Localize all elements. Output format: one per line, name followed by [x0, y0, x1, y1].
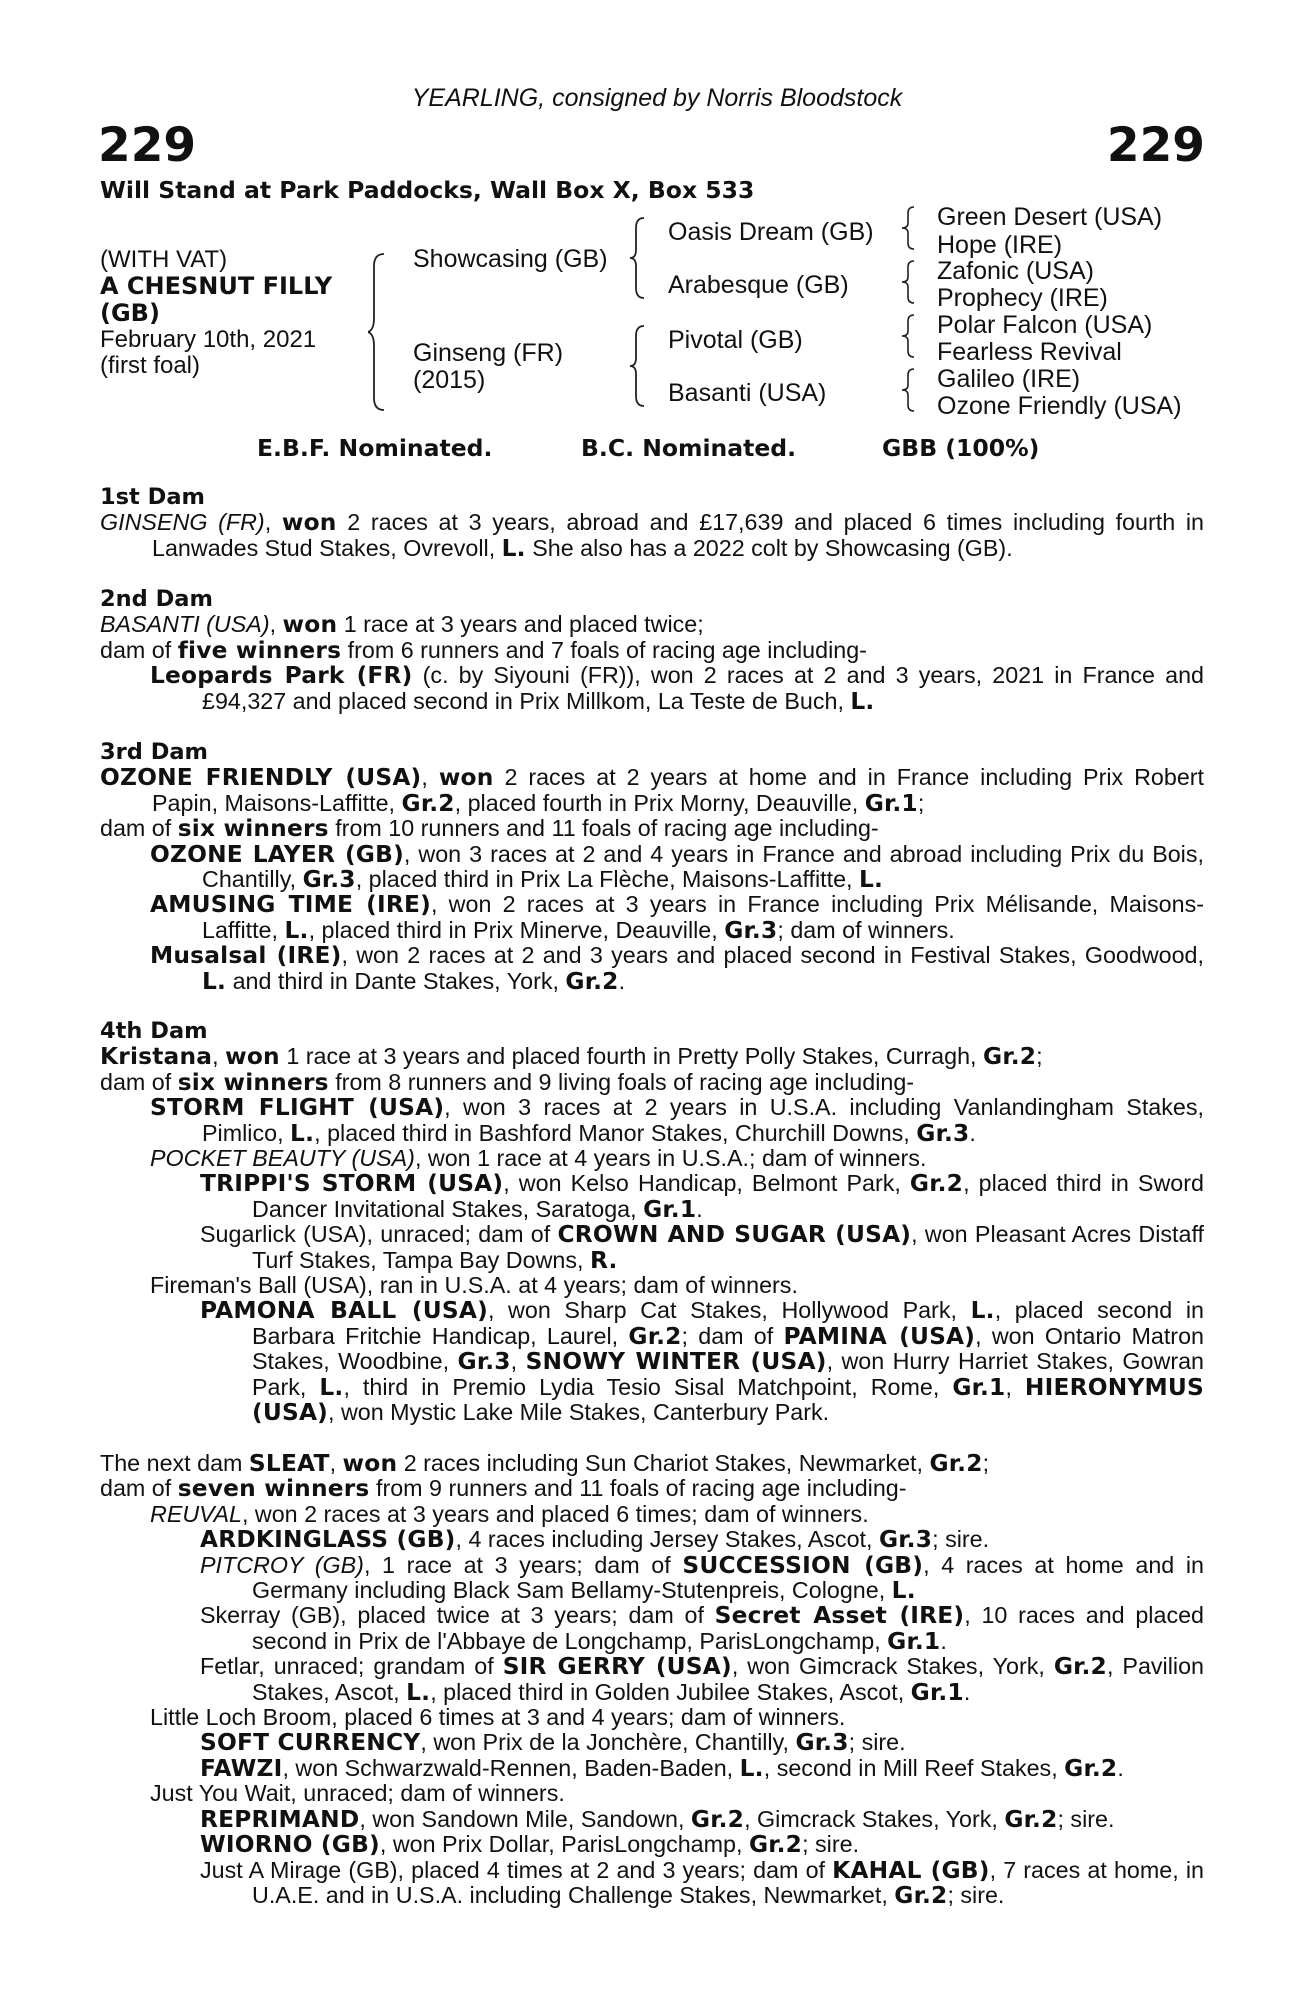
bold-text-run: ARDKINGLASS (GB) — [200, 1526, 456, 1554]
bold-text-run: six winners — [177, 1068, 329, 1096]
text-run: , third in Premio Lydia Tesio Sisal Matchpoint, Rome, — [343, 1373, 953, 1400]
bold-text-run: OZONE FRIENDLY (USA) — [100, 764, 422, 792]
bold-text-run: Secret Asset (IRE) — [714, 1602, 965, 1630]
family-entry-line — [100, 1858, 1204, 1909]
bold-text-run: Gr.2 — [1004, 1805, 1058, 1833]
bold-text-run: SNOWY WINTER (USA) — [525, 1348, 827, 1376]
text-run: , placed third in Golden Jubilee Stakes, Ascot, — [430, 1678, 911, 1705]
text-run: The next dam — [100, 1450, 249, 1476]
text-run: , won Hurry Harriet Stakes, Gowran Park, — [252, 1348, 1204, 1400]
text-run: , 1 race at 3 years; dam of — [363, 1551, 683, 1578]
text-run: dam of — [100, 815, 178, 842]
bold-text-run: Gr.2 — [929, 1450, 983, 1477]
bold-text-run: TRIPPI'S STORM (USA) — [200, 1170, 504, 1198]
dam-brace — [630, 324, 648, 408]
text-run: , won Pleasant Acres Distaff Turf Stakes, Tampa Bay Downs, — [252, 1221, 1204, 1273]
pedigree-gen3-7: Galileo (IRE) — [937, 365, 1081, 393]
text-run: dam of — [100, 1475, 178, 1502]
text-run: , — [510, 1348, 526, 1375]
pedigree-gen3-6: Fearless Revival — [937, 338, 1122, 366]
text-run: ; sire. — [848, 1729, 906, 1756]
text-run: ; — [917, 789, 925, 816]
family-entry-line — [100, 638, 1204, 663]
bold-text-run: SLEAT — [248, 1450, 330, 1477]
bold-text-run: SUCCESSION (GB) — [682, 1551, 924, 1579]
sire-brace — [630, 216, 648, 300]
pedigree-gen3-5: Polar Falcon (USA) — [937, 311, 1153, 339]
lot-number-left: 229 — [98, 118, 197, 173]
bold-text-run: six winners — [177, 815, 329, 843]
next-dam-lines — [100, 1451, 1204, 1908]
third-dam-lines — [100, 765, 1204, 994]
text-run: and third in Dante Stakes, York, — [226, 967, 566, 994]
bold-text-run: WIORNO (GB) — [200, 1831, 380, 1859]
gbb-status: GBB (100%) — [882, 434, 1040, 462]
family-entry-line — [100, 765, 1204, 816]
gen3-brace-3 — [902, 313, 918, 359]
bold-text-run: STORM FLIGHT (USA) — [150, 1094, 445, 1122]
family-entry-line — [100, 1273, 1204, 1298]
text-run: , won 3 races at 2 years in U.S.A. including Vanlandingham Stakes, Pimlico, — [202, 1094, 1204, 1146]
text-run: , 4 races including Jersey Stakes, Ascot, — [455, 1526, 879, 1553]
text-run: , won 2 races at 3 years and placed 6 times; dam of winners. — [241, 1500, 869, 1527]
family-entry-line — [100, 1044, 1204, 1069]
text-run: , placed third in Bashford Manor Stakes, Churchill Downs, — [314, 1119, 917, 1146]
family-entry-line — [100, 1171, 1204, 1222]
text-run: Sugarlick (USA), unraced; dam of — [200, 1221, 558, 1248]
bold-text-run: PAMINA (USA) — [783, 1322, 976, 1350]
text-run: 2 races including Sun Chariot Stakes, Newmarket, — [397, 1450, 930, 1476]
fourth-dam-heading: 4th Dam — [100, 1018, 208, 1044]
family-entry-line — [100, 892, 1204, 943]
bold-text-run: FAWZI — [200, 1754, 283, 1782]
family-entry-line — [100, 943, 1204, 994]
second-dam-section — [100, 587, 1204, 714]
bold-text-run: Gr.1 — [910, 1678, 964, 1706]
text-run: from 6 runners and 7 foals of racing age including- — [341, 636, 867, 663]
family-entry-line — [100, 612, 1204, 637]
bold-text-run: SOFT CURRENCY — [200, 1729, 421, 1757]
bold-text-run: Gr.3 — [457, 1348, 511, 1376]
bold-text-run: Gr.1 — [887, 1627, 941, 1655]
bold-text-run: Gr.1 — [643, 1195, 697, 1223]
sire-name: Showcasing (GB) — [413, 245, 608, 273]
text-run: , won Prix de la Jonchère, Chantilly, — [420, 1729, 796, 1756]
text-run: , placed second in Barbara Fritchie Handicap, Laurel, — [252, 1297, 1204, 1349]
text-run: ; sire. — [1057, 1805, 1115, 1832]
text-run: . — [618, 967, 626, 994]
text-run: ; sire. — [802, 1831, 860, 1858]
family-entry-line — [100, 1781, 1204, 1806]
text-run: . — [969, 1119, 976, 1146]
text-run: , won 3 races at 2 and 4 years in France and abroad including Prix du Bois, Chantilly, — [202, 840, 1204, 893]
bold-text-run: Gr.2 — [1053, 1653, 1107, 1681]
bold-text-run: Gr.2 — [401, 789, 455, 817]
bold-text-run: L. — [284, 916, 309, 944]
text-run: , — [329, 1450, 343, 1476]
text-run: , 4 races at home and in Germany including Black Sam Bellamy-Stutenpreis, Cologne, — [252, 1551, 1205, 1604]
bold-text-run: HIERONYMUS (USA) — [252, 1373, 1204, 1427]
bold-text-run: Musalsal (IRE) — [150, 942, 342, 970]
text-run: , placed third in Prix Minerve, Deauville, — [308, 916, 725, 943]
text-run: , placed third in Prix La Flèche, Maisons-Laffitte, — [355, 866, 860, 893]
text-run: Fireman's Ball (USA), ran in U.S.A. at 4 years; dam of winners. — [150, 1272, 798, 1299]
pedigree-gen3-2: Hope (IRE) — [937, 231, 1063, 259]
text-run: , — [212, 1043, 226, 1070]
bold-text-run: AMUSING TIME (IRE) — [150, 891, 431, 919]
lot-number-right: 229 — [1106, 118, 1205, 173]
bold-text-run: Kristana — [100, 1043, 213, 1071]
bold-text-run: L. — [319, 1373, 344, 1401]
text-run: ; dam of winners. — [777, 916, 955, 943]
bold-text-run: Gr.1 — [864, 789, 918, 817]
bold-text-run: SIR GERRY (USA) — [502, 1653, 732, 1681]
bold-text-run: won — [342, 1450, 398, 1477]
text-run: , placed third in Sword Dancer Invitational Stakes, Saratoga, — [252, 1170, 1204, 1222]
bold-text-run: KAHAL (GB) — [832, 1856, 990, 1884]
horse-country: (GB) — [100, 299, 160, 327]
text-run: , won Schwarzwald-Rennen, Baden-Baden, — [282, 1754, 740, 1781]
text-run: Little Loch Broom, placed 6 times at 3 and 4 years; dam of winners. — [150, 1704, 846, 1731]
text-run: 2 races at 2 years at home and in France including Prix Robert Papin, Maisons-Laffitte, — [152, 764, 1205, 816]
bold-text-run: Gr.3 — [724, 916, 778, 944]
bold-text-run: REPRIMAND — [200, 1805, 360, 1833]
third-dam-heading: 3rd Dam — [100, 739, 208, 765]
text-run: from 8 runners and 9 living foals of racing age including- — [328, 1068, 915, 1095]
stand-location: Will Stand at Park Paddocks, Wall Box X, Box 533 — [100, 176, 755, 204]
family-entry-line — [100, 1146, 1204, 1171]
text-run: ; dam of — [681, 1322, 784, 1349]
bold-text-run: Gr.3 — [916, 1119, 970, 1147]
bold-text-run: Gr.2 — [748, 1831, 803, 1859]
bold-text-run: Gr.2 — [690, 1805, 745, 1833]
text-run: ; — [982, 1450, 990, 1476]
text-run: , won 2 races at 2 and 3 years and placed second in Festival Stakes, Goodwood, — [341, 942, 1204, 969]
text-run: . — [1117, 1754, 1124, 1781]
bold-text-run: won — [225, 1043, 280, 1071]
text-run: dam of — [100, 636, 178, 663]
text-run: Fetlar, unraced; grandam of — [200, 1653, 503, 1680]
gen3-brace-1 — [902, 205, 918, 251]
bold-text-run: Gr.2 — [983, 1043, 1037, 1071]
vat-note: (WITH VAT) — [100, 246, 228, 273]
text-run: , Pavilion Stakes, Ascot, — [252, 1653, 1205, 1705]
horse-name: A CHESNUT FILLY — [100, 272, 333, 300]
text-run: 1 race at 3 years and placed fourth in Pretty Polly Stakes, Curragh, — [279, 1043, 983, 1070]
text-run: , won Sandown Mile, Sandown, — [359, 1805, 691, 1832]
pedigree-gen3-8: Ozone Friendly (USA) — [937, 392, 1182, 420]
family-entry-line — [100, 1502, 1204, 1527]
bold-text-run: L. — [202, 967, 227, 995]
text-run: , 7 races at home, in U.A.E. and in U.S.A. including Challenge Stakes, Newmarket, — [252, 1856, 1204, 1908]
family-entry-line — [100, 816, 1204, 841]
bold-text-run: Gr.2 — [628, 1322, 682, 1350]
text-run: , won Kelso Handicap, Belmont Park, — [503, 1170, 910, 1197]
bold-text-run: L. — [290, 1119, 315, 1147]
text-run: 2 races at 3 years, abroad and £17,639 and placed 6 times including fourth in Lanwades Stud Stakes, Ovrevoll, — [152, 509, 1204, 561]
bc-nomination: B.C. Nominated. — [581, 434, 797, 462]
bold-text-run: Leopards Park (FR) — [150, 662, 413, 690]
family-entry-line — [100, 1222, 1204, 1273]
family-entry-line — [100, 1553, 1204, 1604]
bold-text-run: Gr.2 — [565, 967, 619, 995]
ebf-nomination: E.B.F. Nominated. — [257, 434, 493, 462]
text-run: , won Gimcrack Stakes, York, — [731, 1653, 1054, 1680]
bold-text-run: L. — [406, 1678, 431, 1706]
pedigree-gen3-4: Prophecy (IRE) — [937, 284, 1108, 312]
family-entry-line — [100, 1832, 1204, 1857]
date-of-birth: February 10th, 2021 — [100, 326, 317, 353]
text-run: (c. by Siyouni (FR)), won 2 races at 2 and 3 years, 2021 in France and £94,327 and placed second in Prix Millkom, La Teste de Buch, — [202, 662, 1204, 714]
text-run: dam of — [100, 1068, 178, 1095]
pedigree-gen3-3: Zafonic (USA) — [937, 257, 1094, 285]
catalogue-subtitle: YEARLING, consigned by Norris Bloodstock — [411, 84, 903, 112]
pedigree-gen2-4: Basanti (USA) — [668, 379, 827, 407]
text-run: , won 2 races at 3 years in France including Prix Mélisande, Maisons-Laffitte, — [202, 891, 1204, 943]
bold-text-run: Gr.1 — [952, 1373, 1006, 1401]
text-run: from 9 runners and 11 foals of racing age including- — [369, 1475, 907, 1502]
bold-text-run: Gr.2 — [909, 1170, 964, 1198]
family-entry-line — [100, 842, 1204, 893]
text-run: , won Mystic Lake Mile Stakes, Canterbury Park. — [328, 1399, 830, 1426]
third-dam-section — [100, 740, 1204, 994]
fourth-dam-section — [100, 1019, 1204, 1426]
gen3-brace-2 — [902, 259, 918, 305]
sire-dam-brace — [368, 252, 388, 412]
family-entry-line — [100, 663, 1204, 714]
bold-text-run: seven winners — [177, 1475, 370, 1503]
bold-text-run: L. — [891, 1577, 916, 1605]
text-run: , Gimcrack Stakes, York, — [744, 1805, 1005, 1832]
family-entry-line — [100, 1603, 1204, 1654]
text-run: , won Ontario Matron Stakes, Woodbine, — [252, 1322, 1204, 1375]
text-run: from 10 runners and 11 foals of racing age including- — [328, 815, 879, 842]
family-entry-line — [100, 1654, 1204, 1705]
family-entry-line — [100, 1527, 1204, 1552]
text-run: She also has a 2022 colt by Showcasing (GB). — [525, 534, 1013, 561]
bold-text-run: L. — [739, 1754, 764, 1782]
next-dam-section — [100, 1451, 1204, 1908]
bold-text-run: five winners — [177, 636, 342, 664]
fourth-dam-lines — [100, 1044, 1204, 1425]
text-run: , 10 races and placed second in Prix de l'Abbaye de Longchamp, ParisLongchamp, — [252, 1602, 1205, 1654]
pedigree-gen3-1: Green Desert (USA) — [937, 203, 1163, 231]
bold-text-run: Gr.2 — [1064, 1754, 1118, 1782]
text-run: Just You Wait, unraced; dam of winners. — [150, 1780, 565, 1807]
italic-text-run: POCKET BEAUTY (USA) — [150, 1145, 415, 1172]
bold-text-run: L. — [501, 534, 526, 562]
bold-text-run: OZONE LAYER (GB) — [150, 840, 404, 868]
text-run: , won 1 race at 4 years in U.S.A.; dam of winners. — [414, 1145, 927, 1172]
italic-text-run: REUVAL — [150, 1500, 242, 1527]
second-dam-lines — [100, 612, 1204, 714]
bold-text-run: Gr.3 — [878, 1526, 933, 1554]
text-run: , — [421, 764, 439, 791]
bold-text-run: Gr.3 — [795, 1729, 849, 1757]
text-run: , won Sharp Cat Stakes, Hollywood Park, — [487, 1297, 971, 1324]
text-run: , — [1005, 1373, 1025, 1400]
text-run: ; — [1036, 1043, 1043, 1070]
dam-name: Ginseng (FR) — [413, 339, 564, 367]
text-run: , — [269, 611, 283, 638]
bold-text-run: PAMONA BALL (USA) — [200, 1297, 488, 1325]
family-entry-line — [100, 1730, 1204, 1755]
first-dam-heading: 1st Dam — [100, 484, 205, 510]
family-entry-line — [100, 1451, 1204, 1476]
bold-text-run: Gr.2 — [894, 1881, 948, 1909]
text-run: . — [940, 1627, 947, 1654]
family-entry-line — [100, 1298, 1204, 1425]
text-run: , second in Mill Reef Stakes, — [763, 1754, 1065, 1781]
text-run: , — [264, 509, 282, 536]
bold-text-run: L. — [970, 1297, 995, 1325]
foal-note: (first foal) — [100, 352, 201, 379]
text-run: 1 race at 3 years and placed twice; — [337, 611, 704, 638]
dam-year: (2015) — [413, 366, 486, 394]
bold-text-run: L. — [859, 866, 884, 894]
italic-text-run: GINSENG (FR) — [100, 509, 265, 536]
family-entry-line — [100, 1756, 1204, 1781]
pedigree-gen2-1: Oasis Dream (GB) — [668, 218, 874, 246]
first-dam-text — [100, 510, 1204, 561]
text-run: . — [696, 1195, 703, 1222]
second-dam-heading: 2nd Dam — [100, 586, 213, 612]
bold-text-run: won — [281, 509, 337, 537]
text-run: ; sire. — [947, 1881, 1005, 1908]
family-entry-line — [100, 1095, 1204, 1146]
bold-text-run: R. — [589, 1246, 618, 1274]
family-entry-line — [100, 1705, 1204, 1730]
pedigree-gen2-2: Arabesque (GB) — [668, 271, 849, 299]
text-run: ; sire. — [932, 1526, 990, 1553]
family-entry-line — [100, 1476, 1204, 1501]
italic-text-run: BASANTI (USA) — [100, 611, 270, 638]
text-run: , won Prix Dollar, ParisLongchamp, — [379, 1831, 749, 1858]
bold-text-run: Gr.3 — [302, 866, 356, 894]
text-run: Just A Mirage (GB), placed 4 times at 2 and 3 years; dam of — [200, 1856, 833, 1883]
gen3-brace-4 — [902, 367, 918, 413]
bold-text-run: won — [282, 611, 338, 639]
pedigree-gen2-3: Pivotal (GB) — [668, 326, 803, 354]
first-dam-section — [100, 485, 1204, 561]
text-run: , placed fourth in Prix Morny, Deauville, — [454, 789, 865, 816]
bold-text-run: won — [438, 764, 494, 792]
text-run: Skerray (GB), placed twice at 3 years; dam of — [200, 1602, 715, 1629]
family-entry-line — [100, 1070, 1204, 1095]
text-run: . — [963, 1678, 971, 1705]
bold-text-run: CROWN AND SUGAR (USA) — [557, 1221, 912, 1249]
italic-text-run: PITCROY (GB) — [200, 1551, 364, 1578]
bold-text-run: L. — [850, 687, 875, 715]
family-entry-line — [100, 1807, 1204, 1832]
